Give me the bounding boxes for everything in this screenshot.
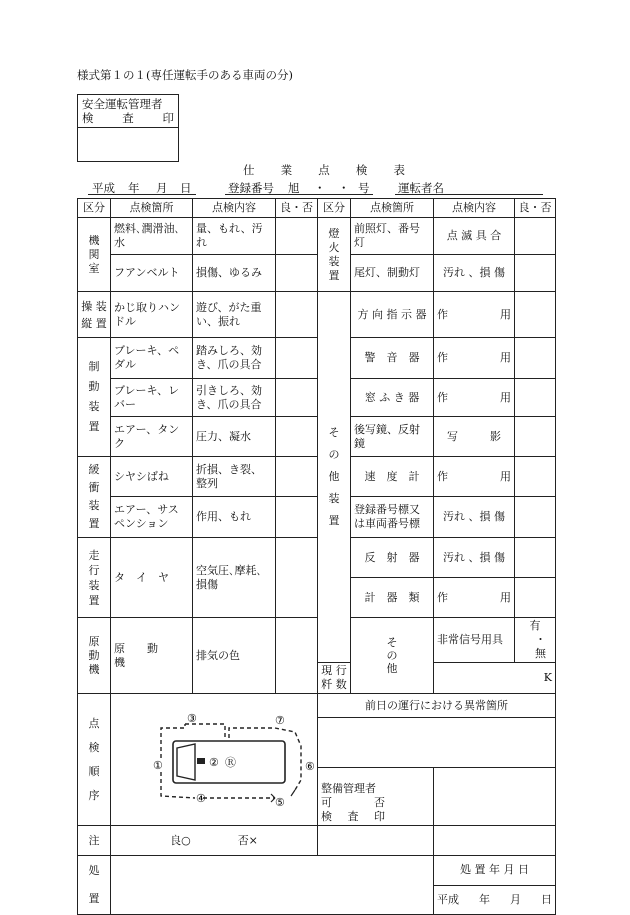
step-1: ① [153,758,163,772]
item-content: 空気圧､摩耗､損傷 [193,538,276,618]
item-place: 速 度 計 [351,457,434,497]
reg-label: 登録番号 [228,181,274,195]
item-place: 燃料､潤滑油､水 [111,218,193,255]
item-content: 損傷、ゆるみ [193,255,276,292]
result-cell[interactable] [276,457,318,497]
item-content: 作 用 [434,338,515,379]
item-content: 点 滅 具 合 [434,218,515,255]
item-place: 計 器 類 [351,578,434,618]
action-day: 日 [541,892,552,906]
table-row [78,292,556,338]
item-content: 作 用 [434,292,515,338]
step-6: ⑥ [305,759,315,773]
table-row [78,694,556,718]
item-place: 尾灯、制動灯 [351,255,434,292]
category-toka: 燈 火 装 置 [318,218,351,292]
item-place: 窓 ふ き 器 [351,379,434,417]
header-day: 日 [180,181,192,195]
item-content: 量、もれ、汚れ [193,218,276,255]
item-content: 折損、き裂、整列 [193,457,276,497]
reg-dot1: ・ [314,181,326,195]
table-row [78,826,556,856]
result-cell[interactable] [515,578,556,618]
item-place: 登録番号標又は車両番号標 [351,497,434,538]
item-content: 引きしろ、効き、爪の具合 [193,379,276,417]
result-cell[interactable] [515,457,556,497]
item-content: 作 用 [434,379,515,417]
category-soju: 操 装 縦 置 [78,292,111,338]
item-content: 作 用 [434,578,515,618]
result-cell[interactable] [515,218,556,255]
item-content: 写 影 [434,417,515,457]
category-sonota2: そ の 他 [351,618,434,694]
item-place: ブレーキ、ペダル [111,338,193,379]
step-2: ② [209,755,219,769]
header-year: 年 [128,181,140,195]
col-ryohi-right: 良・否 [515,199,556,218]
previous-day-issues-title: 前日の運行における異常箇所 [318,694,556,718]
item-content: 汚れ 、損 傷 [434,538,515,578]
item-content: 作 用 [434,457,515,497]
table-row [78,618,556,663]
item-place: エアー、タンク [111,417,193,457]
result-cell[interactable] [276,538,318,618]
maintenance-manager-stamp: 整備管理者 可 否 検 査 印 [318,768,434,826]
col-place-right: 点検箇所 [351,199,434,218]
col-place: 点検箇所 [111,199,193,218]
item-place: 非常信号用具 [434,618,515,663]
col-content: 点検内容 [193,199,276,218]
item-content: 排気の色 [193,618,276,694]
item-place: 警 音 器 [351,338,434,379]
seibi-title: 整備管理者 [321,782,376,795]
result-cell[interactable] [276,618,318,694]
reg-dot2: ・ [338,181,350,195]
item-content: 圧力、凝水 [193,417,276,457]
result-cell[interactable] [276,218,318,255]
col-kubun: 区分 [78,199,111,218]
order-diagram-svg [125,706,318,814]
action-year: 年 [479,892,490,906]
category-soko: 走 行 装 置 [78,538,111,618]
category-gendo: 原 動 機 [78,618,111,694]
item-content: 遊び、がた重い、振れ [193,292,276,338]
item-place: フアンベルト [111,255,193,292]
step-4: ④ [196,791,206,805]
col-content-right: 点検内容 [434,199,515,218]
stamp-in: 印 [162,111,174,125]
driver-underline [395,194,543,195]
doc-title: 仕 業 点 検 表 [243,163,405,177]
category-kansho: 緩 衝 装 置 [78,457,111,538]
form-title: 様式第１の１(専任運転手のある車両の分) [77,68,293,82]
item-place: かじ取りハンドル [111,292,193,338]
result-cell[interactable] [276,497,318,538]
result-cell[interactable] [515,338,556,379]
item-place: タ イ ヤ [111,538,193,618]
stamp-box-label [78,95,178,128]
table-row [78,538,556,578]
note-legend [111,826,318,856]
item-place: 原 動 機 [111,618,193,694]
result-cell[interactable] [515,497,556,538]
table-row [78,218,556,255]
table-row [78,379,556,417]
date-underline [88,194,196,195]
category-sonota: そ の 他 装 置 [318,292,351,663]
item-content: 有 ・ 無 [515,618,556,663]
header-era: 平成 [92,181,115,195]
reg-go: 号 [358,181,370,195]
category-seido: 制 動 装 置 [78,338,111,457]
action-date[interactable] [434,885,556,915]
result-cell[interactable] [515,292,556,338]
odometer-cell[interactable] [434,663,556,694]
category-shochi: 処 置 [78,856,111,915]
reg-value: 旭 [288,181,300,195]
item-place: エアー、サスペンション [111,497,193,538]
action-area[interactable] [111,856,434,915]
result-cell[interactable] [276,255,318,292]
col-ryohi: 良・否 [276,199,318,218]
result-cell[interactable] [515,417,556,457]
col-kubun-right: 区分 [318,199,351,218]
table-row [78,457,556,497]
table-row [78,338,556,379]
item-place: 現 行 粁 数 [318,663,351,694]
step-7: ⑦ [275,713,285,727]
odometer-unit: K [543,671,552,684]
note-good: 良○ [170,833,191,847]
item-place: 反 射 器 [351,538,434,578]
table-row [78,255,556,292]
action-era: 平成 [437,892,459,906]
stamp-area[interactable] [78,128,178,160]
previous-day-issues-area[interactable] [318,718,556,768]
category-kikan: 機 関 室 [78,218,111,292]
result-cell[interactable] [515,379,556,417]
note-label: 注 [78,826,111,856]
step-5: ⑤ [275,795,285,809]
item-content: 汚れ 、損 傷 [434,255,515,292]
table-row [78,856,556,886]
table-row [78,417,556,457]
item-content: 作用、もれ [193,497,276,538]
result-cell[interactable] [276,292,318,338]
safety-manager-stamp-box [77,94,179,162]
step-3: ③ [187,711,197,725]
note-bad: 否× [237,833,258,847]
category-order: 点 検 順 序 [78,694,111,826]
maintenance-stamp-area[interactable] [434,768,556,826]
step-r: Ⓡ [225,755,236,769]
result-cell[interactable] [276,338,318,379]
reg-underline [225,194,373,195]
item-place: ブレーキ、レバー [111,379,193,417]
stamp-box-line1: 安全運転管理者 [82,97,163,111]
result-cell[interactable] [515,255,556,292]
inspection-table [77,198,556,915]
result-cell[interactable] [276,417,318,457]
action-date-title: 処 置 年 月 日 [434,856,556,886]
result-cell[interactable] [515,538,556,578]
header-month: 月 [156,181,168,195]
table-row [78,497,556,538]
item-place: 方 向 指 示 器 [351,292,434,338]
item-content: 踏みしろ、効き、爪の具合 [193,338,276,379]
result-cell[interactable] [276,379,318,417]
vehicle-cab [177,744,195,780]
item-content: 汚れ 、損 傷 [434,497,515,538]
driver-label: 運転者名 [398,181,444,195]
action-month: 月 [510,892,521,906]
header-row [78,199,556,218]
inspection-order-diagram [111,694,318,826]
stamp-kan: 検 [82,111,94,125]
item-place: 前照灯、番号灯 [351,218,434,255]
item-place: シヤシばね [111,457,193,497]
stamp-sa: 査 [122,111,134,125]
item-place: 後写鏡、反射鏡 [351,417,434,457]
